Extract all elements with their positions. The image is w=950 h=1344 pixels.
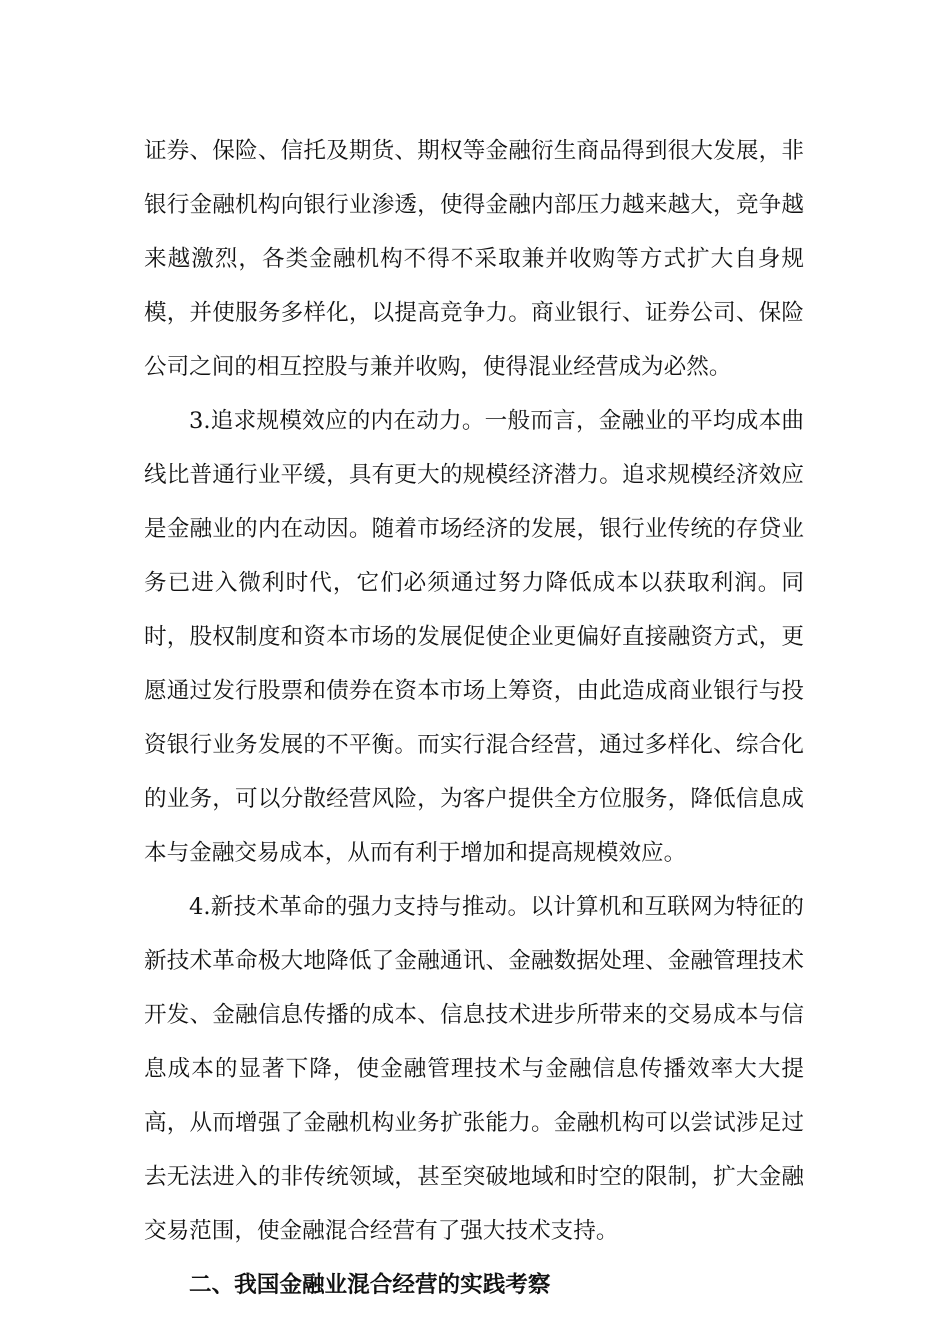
- document-body: [144, 124, 804, 1312]
- paragraph-scale-effect: 3.追求规模效应的内在动力。一般而言，金融业的平均成本曲线比普通行业平缓，具有更大的规模经济潜力。追求规模经济效应是金融业的内在动因。随着市场经济的发展，银行业传统的存贷业务已进入微利时代，它们必须通过努力降低成本以获取利润。同时，股权制度和资本市场的发展促使企业更偏好直接融资方式，更愿通过发行股票和债券在资本市场上筹资，由此造成商业银行与投资银行业务发展的不平衡。而实行混合经营，通过多样化、综合化的业务，可以分散经营风险，为客户提供全方位服务，降低信息成本与金融交易成本，从而有利于增加和提高规模效应。: [144, 408, 804, 866]
- paragraph-tech-revolution: 4.新技术革命的强力支持与推动。以计算机和互联网为特征的新技术革命极大地降低了金融通讯、金融数据处理、金融管理技术开发、金融信息传播的成本、信息技术进步所带来的交易成本与信息成本的显著下降，使金融管理技术与金融信息传播效率大大提高，从而增强了金融机构业务扩张能力。金融机构可以尝试涉足过去无法进入的非传统领域，甚至突破地域和时空的限制，扩大金融交易范围，使金融混合经营有了强大技术支持。: [144, 894, 804, 1244]
- section-heading: 二、我国金融业混合经营的实践考察: [189, 1272, 551, 1298]
- paragraph-continuation: 证券、保险、信托及期货、期权等金融衍生商品得到很大发展，非银行金融机构向银行业渗透，使得金融内部压力越来越大，竞争越来越激烈，各类金融机构不得不采取兼并收购等方式扩大自身规模，并使服务多样化，以提高竞争力。商业银行、证券公司、保险公司之间的相互控股与兼并收购，使得混业经营成为必然。: [144, 138, 804, 380]
